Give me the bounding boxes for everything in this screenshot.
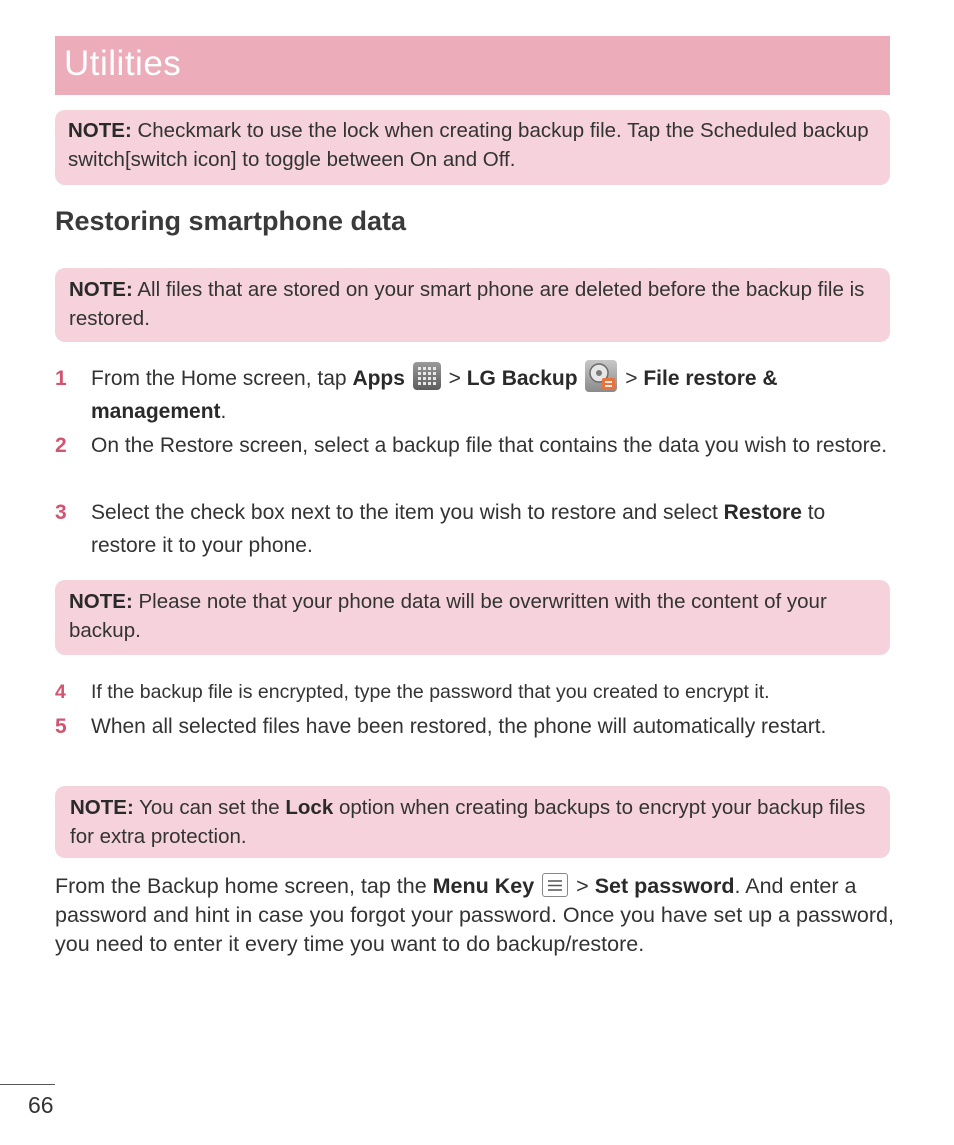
step-separator: > <box>619 367 644 390</box>
note-box <box>55 110 890 185</box>
note-label: NOTE: <box>69 590 133 613</box>
step-text: When all selected files have been restored, the phone will automatically restart. <box>91 715 827 738</box>
step-item <box>55 496 890 562</box>
note-label: NOTE: <box>68 119 132 142</box>
lock-label: Lock <box>285 796 334 819</box>
paragraph-separator: > <box>570 874 595 898</box>
lg-backup-icon <box>585 360 617 392</box>
step-text: On the Restore screen, select a backup file that contains the data you wish to restore. <box>91 434 888 457</box>
paragraph-text: From the Backup home screen, tap the <box>55 874 433 898</box>
paragraph-text: . And enter a password and hint in case you forgot your password. Once you have set up a password, you need to enter it every time you want to do backup/restore. <box>55 874 894 956</box>
page-divider <box>0 1084 55 1085</box>
step-item <box>55 676 890 709</box>
menu-key-icon <box>542 873 568 897</box>
note-text: Checkmark to use the lock when creating backup file. Tap the Scheduled backup switch[switch icon] to toggle between On and Off. <box>68 119 869 171</box>
step-text-part: . <box>220 400 227 423</box>
set-password-label: Set password <box>594 874 735 898</box>
step-separator: > <box>442 367 467 390</box>
body-paragraph <box>55 872 895 959</box>
step-number: 2 <box>55 434 67 457</box>
note-label: NOTE: <box>69 278 133 301</box>
note-text: option when creating backups to encrypt your backup files for extra protection. <box>70 796 866 848</box>
note-label: NOTE: <box>70 796 134 819</box>
apps-grid-icon <box>413 362 441 390</box>
step-text-part: to restore it to your phone. <box>91 501 826 557</box>
file-restore-label: File restore & management <box>91 367 778 423</box>
step-text: If the backup file is encrypted, type the password that you created to encrypt it. <box>91 681 770 703</box>
step-text-part: From the Home screen, tap <box>91 367 353 390</box>
apps-label: Apps <box>352 367 405 390</box>
step-number: 4 <box>55 681 66 703</box>
section-heading: Restoring smartphone data <box>55 206 407 236</box>
step-item <box>55 710 890 743</box>
note-box <box>55 786 890 858</box>
step-text-part: Select the check box next to the item you wish to restore and select <box>91 501 724 524</box>
step-number: 5 <box>55 715 67 738</box>
step-number: 3 <box>55 501 67 524</box>
page-number: 66 <box>28 1092 54 1118</box>
lg-backup-label: LG Backup <box>466 367 578 390</box>
note-box <box>55 580 890 655</box>
note-text: You can set the <box>133 796 286 819</box>
step-number: 1 <box>55 367 67 390</box>
step-text <box>91 496 890 562</box>
note-box <box>55 268 890 342</box>
note-text: All files that are stored on your smart phone are deleted before the backup file is restored. <box>69 278 865 330</box>
step-text <box>91 362 890 428</box>
menu-key-label: Menu Key <box>432 874 535 898</box>
step-item <box>55 429 890 462</box>
note-text: Please note that your phone data will be overwritten with the content of your backup. <box>69 590 827 642</box>
step-item <box>55 362 890 428</box>
page-title: Utilities <box>64 44 182 83</box>
restore-label: Restore <box>723 501 802 524</box>
title-bar <box>55 36 890 95</box>
